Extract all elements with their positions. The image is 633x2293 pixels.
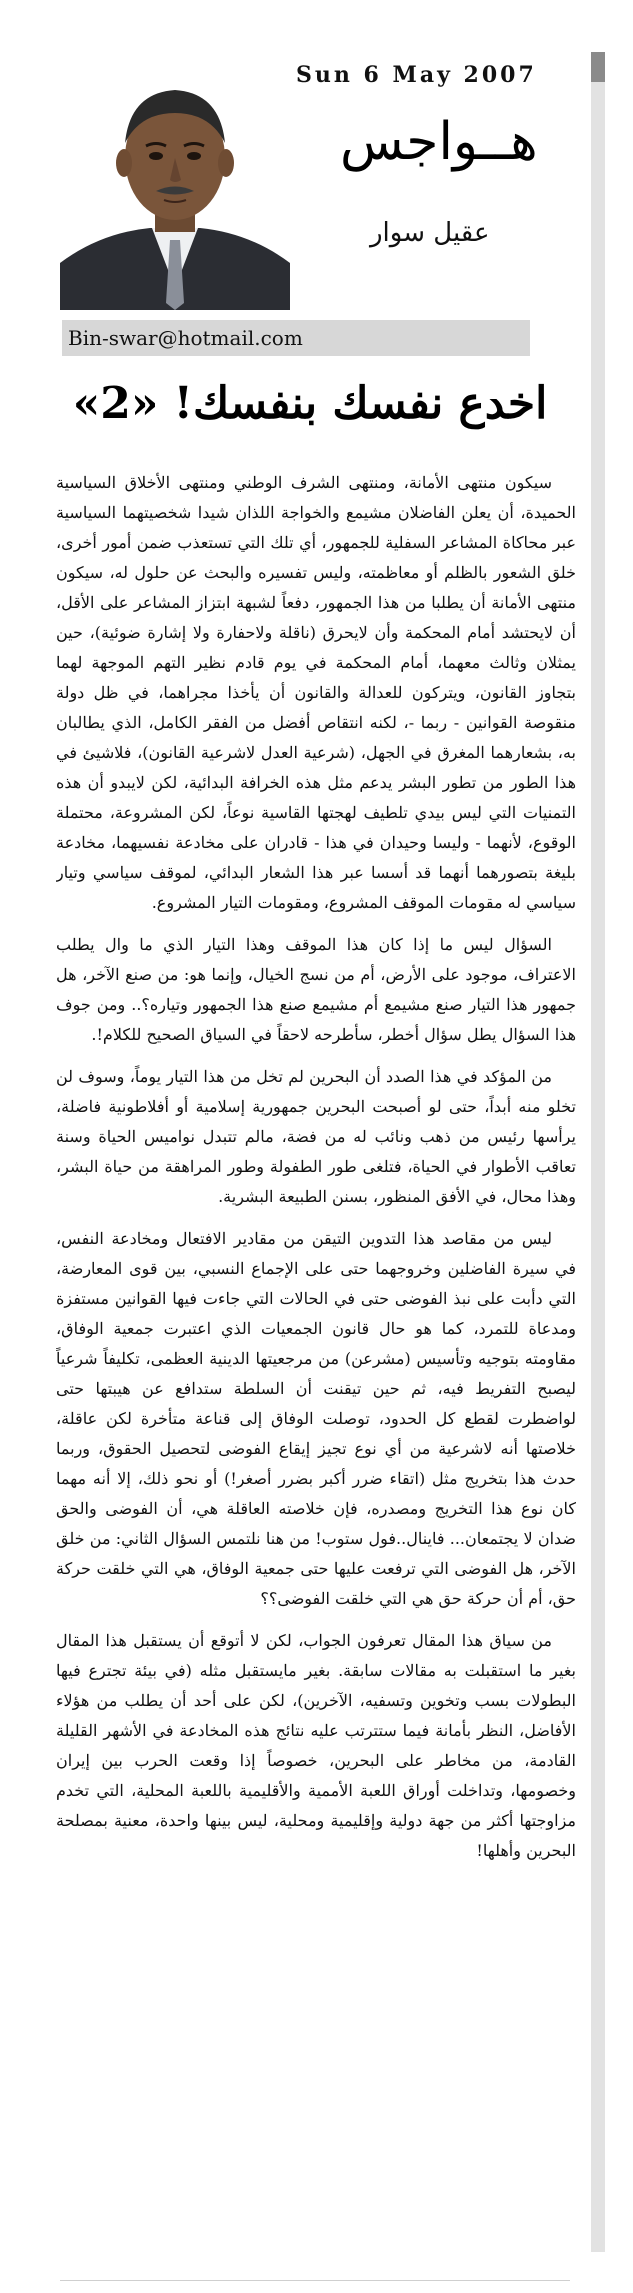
scroll-thumb[interactable] [591, 52, 605, 82]
bottom-divider [60, 2280, 570, 2281]
author-email[interactable]: Bin-swar@hotmail.com [68, 326, 303, 350]
article-paragraph-1: سيكون منتهى الأمانة، ومنتهى الشرف الوطني ومنتهى الأخلاق السياسية الحميدة، أن يعلن الفاضلان مشيمع والخواجة اللذان شيدا شخصيتهما السياسية عبر محاكاة المشاعر السفلية للجمهور، أي تلك التي تستعذب ضمن أمور أخرى، خلق الشعور بالظلم أو معاظمته، وليس تفسيره والبحث عن حلول له، سيكون منتهى الأمانة أن يطلبا من هذا الجمهور، دفعاً لشبهة ابتزاز المشاعر على الأقل، أن لايحتشد أمام المحكمة وأن لايحرق (ناقلة ولاحفارة ولا إشارة ضوئية)، حين يمثلان وثالث معهما، أمام المحكمة في يوم قادم نظير التهم الموجهة لهما بتجاوز القانون، ويتركون للعدالة والقانون أن يأخذا مجراهما، في ظل دولة منقوصة القوانين - ربما -، لكنه انتقاص أفضل من الفقر الكامل، الذي يطالبان به، بشعارهما المغرق في الجهل، (شرعية العدل لاشرعية القانون)، فلاشيئ في هذا الطور من تطور البشر يدعم مثل هذه الخرافة البدائية، لكن لايبدو أن هذه التمنيات التي ليس بيدي تلطيف لهجتها القاسية نوعاً، لكن المشروعة، محتملة الوقوع، لأنهما - وليسا وحيدان في هذا - قادران على مخادعة نفسيهما، مخادعة بليغة بتصورهما أنهما قد أسسا عبر هذا الشعار البدائي، لموقف سياسي وتيار سياسي له مقومات الموقف المشروع، ومقومات التيار المشروع. [56, 473, 576, 912]
scroll-track [591, 52, 605, 2252]
column-title: هــواجس [340, 112, 538, 172]
article-headline: اخدع نفسك بنفسك! «2» [72, 378, 548, 429]
article-paragraph-2: السؤال ليس ما إذا كان هذا الموقف وهذا التيار الذي ما وال يطلب الاعتراف، موجود على الأرض، أم من نسج الخيال، وإنما هو: من صنع الآخر، هل جمهور هذا التيار صنع مشيمع أم مشيمع صنع هذا الجمهور وتياره؟.. ومن جوف هذا السؤال يطل سؤال أخطر، سأطرحه لاحقاً في السياق الصحيح للكلام!. [56, 935, 576, 1044]
article-paragraph-4: ليس من مقاصد هذا التدوين التيقن من مقادير الافتعال ومخادعة النفس، في سيرة الفاضلين وخروجهما حتى على الإجماع النسبي، بين قوى المعارضة، التي دأبت على نبذ الفوضى حتى في الحالات التي جاءت فيها القوانين مستفزة ومدعاة للتمرد، كما هو حال قانون الجمعيات الذي اعتبرت جمعية الوفاق، مقاومته بتوجيه وتأسيس (مشرعن) من مرجعيتها الدينية العظمى، تكليفاً شرعياً ليصبح التفريط فيه، ثم حين تيقنت أن السلطة ستدافع عن هيبتها حتى لواضطرت لقطع كل الحدود، توصلت الوفاق إلى قناعة متأخرة لكن عاقلة، خلاصتها أنه لاشرعية من أي نوع تجيز إيقاع الفوضى لتحصيل الحقوق، وربما حدث هذا بتخريج مثل (اتقاء ضرر أكبر بضرر أصغر!) أو نحو ذلك، إلا أنه مهما كان نوع هذا التخريج ومصدره، فإن خلاصته العاقلة هي، أن الفوضى والحق ضدان لا يجتمعان... فاينال..فول ستوب! من هنا نلتمس السؤال الثاني: من خلق الآخر، هل الفوضى التي ترفعت عليها حتى جمعية الوفاق، هي التي خلقت حركة حق، أم أن حركة حق هي التي خلقت الفوضى؟؟ [56, 1229, 576, 1608]
article-body [56, 468, 576, 2273]
author-portrait [60, 58, 290, 310]
publication-date: Sun 6 May 2007 [296, 62, 537, 88]
article-paragraph-3: من المؤكد في هذا الصدد أن البحرين لم تخل من هذا التيار يوماً، وسوف لن تخلو منه أبداً، حتى لو أصبحت البحرين جمهورية إسلامية أو أفلاطونية فاضلة، يرأسها رئيس من ذهب ونائب له من فضة، مالم تتبدل نواميس الحياة وسنة تعاقب الأطوار في الحياة، فتلغى طور الطفولة وطور المراهقة من حياة البشر، وهذا محال، في الأفق المنظور، بسنن الطبيعة البشرية. [56, 1067, 576, 1206]
author-email-bar [62, 320, 530, 356]
article-paragraph-5: من سياق هذا المقال تعرفون الجواب، لكن لا أتوقع أن يستقبل هذا المقال بغير ما استقبلت به مقالات سابقة. بغير مايستقبل مثله (في بيئة تجترع فيها البطولات بسب وتخوين وتسفيه، الآخرين)، لكن على أحد أن يطلب من هؤلاء الأفاضل، النظر بأمانة فيما ستترتب عليه نتائج هذه المخادعة في الأشهر القليلة القادمة، من مخاطر على البحرين، خصوصاً إذا وقعت الحرب بين إيران وخصومها، وتداخلت أوراق اللعبة الأممية والأقليمية باللعبة المحلية، التي تخدم مزاوجتها أكثر من جهة دولية وإقليمية ومحلية، ليس بينها واحدة، معنية بمصلحة البحرين وأهلها! [56, 1631, 576, 1860]
author-name: عقيل سوار [370, 218, 490, 248]
